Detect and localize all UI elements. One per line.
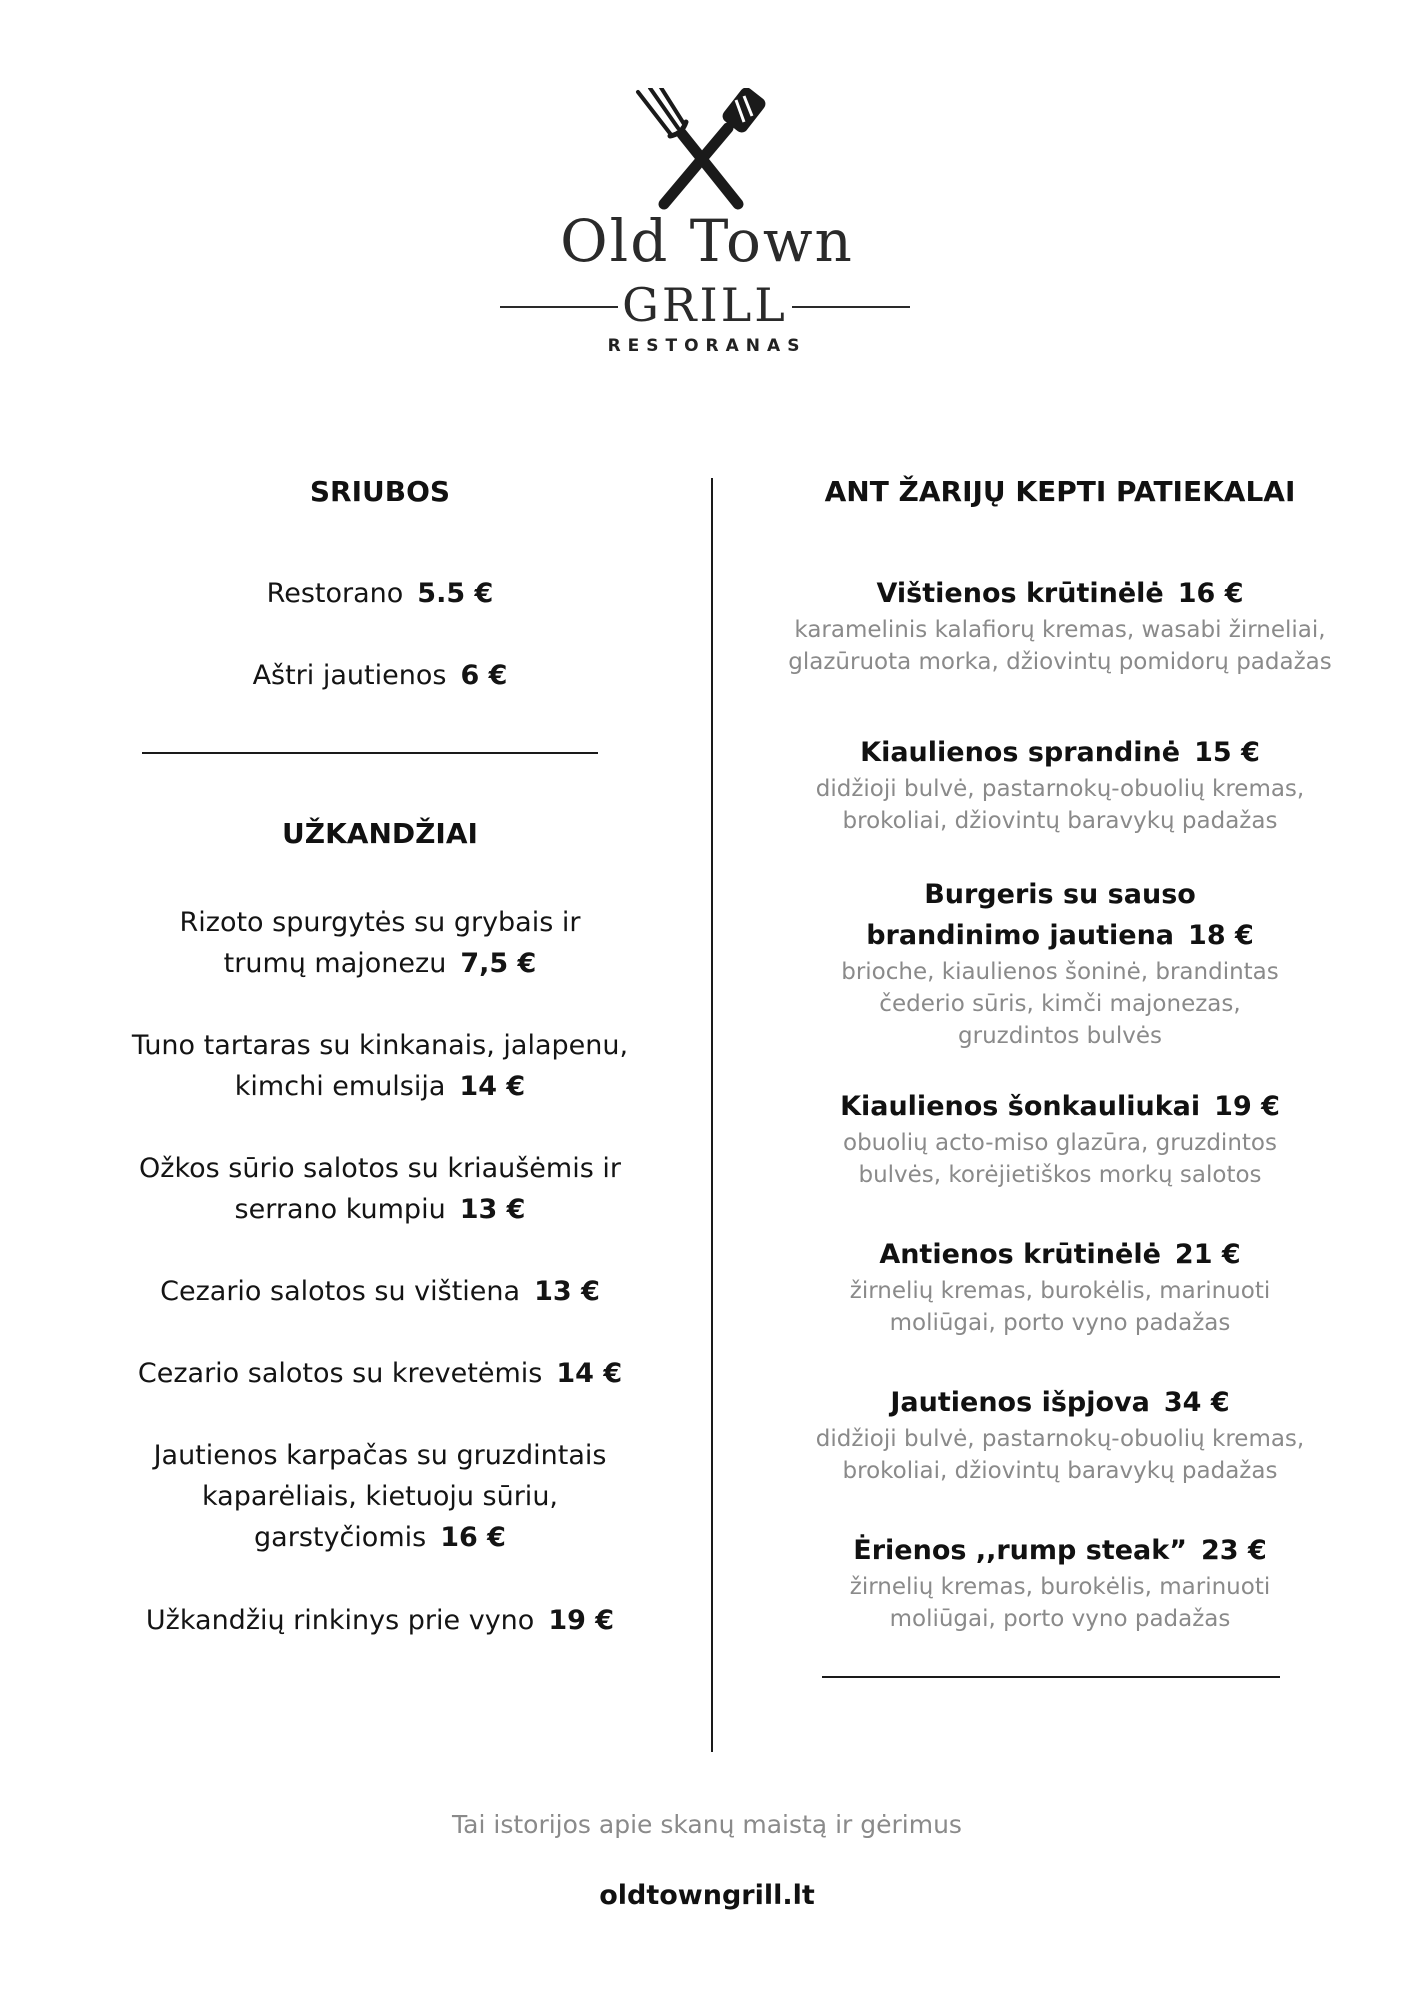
item-name: Aštri jautienos: [252, 660, 447, 691]
item-price: 16 €: [440, 1522, 506, 1553]
dish-description: žirnelių kremas, burokėlis, marinuoti moliūgai, porto vyno padažas: [849, 1574, 1271, 1632]
item-name: Užkandžių rinkinys prie vyno: [145, 1605, 535, 1636]
dish-title: [800, 1086, 1320, 1127]
menu-item: [80, 655, 680, 696]
dish-name: Vištienos krūtinėlė: [876, 578, 1164, 609]
dish-name: Antienos krūtinėlė: [879, 1239, 1161, 1270]
dish-description: brioche, kiaulienos šoninė, brandintas čederio sūris, kimči majonezas, gruzdintos bulvės: [841, 959, 1279, 1049]
dish-price: 23 €: [1200, 1535, 1267, 1566]
dish-price: 34 €: [1163, 1387, 1230, 1418]
dish-title: [830, 1530, 1290, 1571]
dish-name: Kiaulienos sprandinė: [860, 737, 1181, 768]
brand-title: Old Town: [560, 207, 854, 275]
restaurant-logo: [0, 88, 1414, 368]
dish-description: žirnelių kremas, burokėlis, marinuoti moliūgai, porto vyno padažas: [849, 1278, 1271, 1336]
item-name: Cezario salotos su vištiena: [160, 1276, 521, 1307]
dish-item: [840, 874, 1280, 1052]
item-price: 7,5 €: [460, 948, 537, 979]
item-price: 14 €: [556, 1358, 623, 1389]
section-divider: [142, 752, 598, 754]
item-name: Restorano: [266, 578, 404, 609]
item-name: Ožkos sūrio salotos su kriaušėmis ir serrano kumpiu: [139, 1153, 621, 1225]
menu-item: [80, 1271, 680, 1312]
item-price: 13 €: [459, 1194, 526, 1225]
dish-title: [780, 573, 1340, 614]
menu-item: [80, 573, 680, 614]
section-divider: [822, 1676, 1280, 1678]
brand-rule-right: [792, 306, 910, 308]
dish-title: [830, 1234, 1290, 1275]
dish-item: [800, 732, 1320, 837]
dish-description: karamelinis kalafiorų kremas, wasabi žirneliai, glazūruota morka, džiovintų pomidorų padažas: [788, 617, 1332, 675]
item-price: 5.5 €: [417, 578, 494, 609]
dish-item: [830, 1234, 1290, 1339]
dish-name: Burgeris su sauso brandinimo jautiena: [866, 879, 1196, 951]
starters-heading: UŽKANDŽIAI: [282, 817, 478, 850]
item-name: Tuno tartaras su kinkanais, jalapenu, kimchi emulsija: [131, 1030, 629, 1102]
dish-name: Kiaulienos šonkauliukai: [840, 1091, 1201, 1122]
brand-subtitle: GRILL: [622, 278, 788, 332]
dish-price: 21 €: [1174, 1239, 1241, 1270]
soups-heading: SRIUBOS: [309, 475, 451, 508]
item-name: Jautienos karpačas su gruzdintais kaparėliais, kietuoju sūriu, garstyčiomis: [153, 1440, 607, 1553]
menu-item: [110, 1025, 650, 1107]
brand-tag: RESTORANAS: [607, 336, 807, 356]
item-price: 13 €: [534, 1276, 600, 1307]
menu-item: [120, 1435, 640, 1558]
menu-item: [80, 1353, 680, 1394]
dish-item: [780, 573, 1340, 678]
dish-description: didžioji bulvė, pastarnokų-obuolių kremas, brokoliai, džiovintų baravykų padažas: [815, 1426, 1305, 1484]
column-divider: [711, 478, 713, 1752]
dish-item: [800, 1086, 1320, 1191]
dish-name: Jautienos išpjova: [890, 1387, 1150, 1418]
dish-price: 18 €: [1188, 920, 1254, 951]
dish-item: [830, 1530, 1290, 1635]
item-price: 19 €: [548, 1605, 615, 1636]
item-name: Cezario salotos su krevetėmis: [137, 1358, 543, 1389]
dish-title: [840, 874, 1280, 956]
dish-price: 15 €: [1194, 737, 1260, 768]
dish-title: [800, 732, 1320, 773]
dish-description: didžioji bulvė, pastarnokų-obuolių kremas, brokoliai, džiovintų baravykų padažas: [815, 776, 1305, 834]
dish-title: [800, 1382, 1320, 1423]
menu-item: [120, 1148, 640, 1230]
footer-tagline: Tai istorijos apie skanų maistą ir gėrimus: [452, 1810, 962, 1839]
item-price: 14 €: [459, 1071, 526, 1102]
dish-item: [800, 1382, 1320, 1487]
dish-description: obuolių acto-miso glazūra, gruzdintos bulvės, korėjietiškos morkų salotos: [843, 1130, 1277, 1188]
item-price: 6 €: [460, 660, 508, 691]
grill-heading: ANT ŽARIJŲ KEPTI PATIEKALAI: [824, 475, 1296, 508]
brand-grill-row: [500, 276, 910, 336]
website-link[interactable]: oldtowngrill.lt: [599, 1880, 815, 1911]
dish-name: Ėrienos ,,rump steak”: [853, 1535, 1187, 1566]
item-name: Rizoto spurgytės su grybais ir trumų majonezu: [179, 907, 581, 979]
menu-item: [80, 1600, 680, 1641]
menu-item: [160, 902, 600, 984]
dish-price: 16 €: [1177, 578, 1244, 609]
dish-price: 19 €: [1214, 1091, 1280, 1122]
fork-spatula-icon: [630, 88, 770, 210]
